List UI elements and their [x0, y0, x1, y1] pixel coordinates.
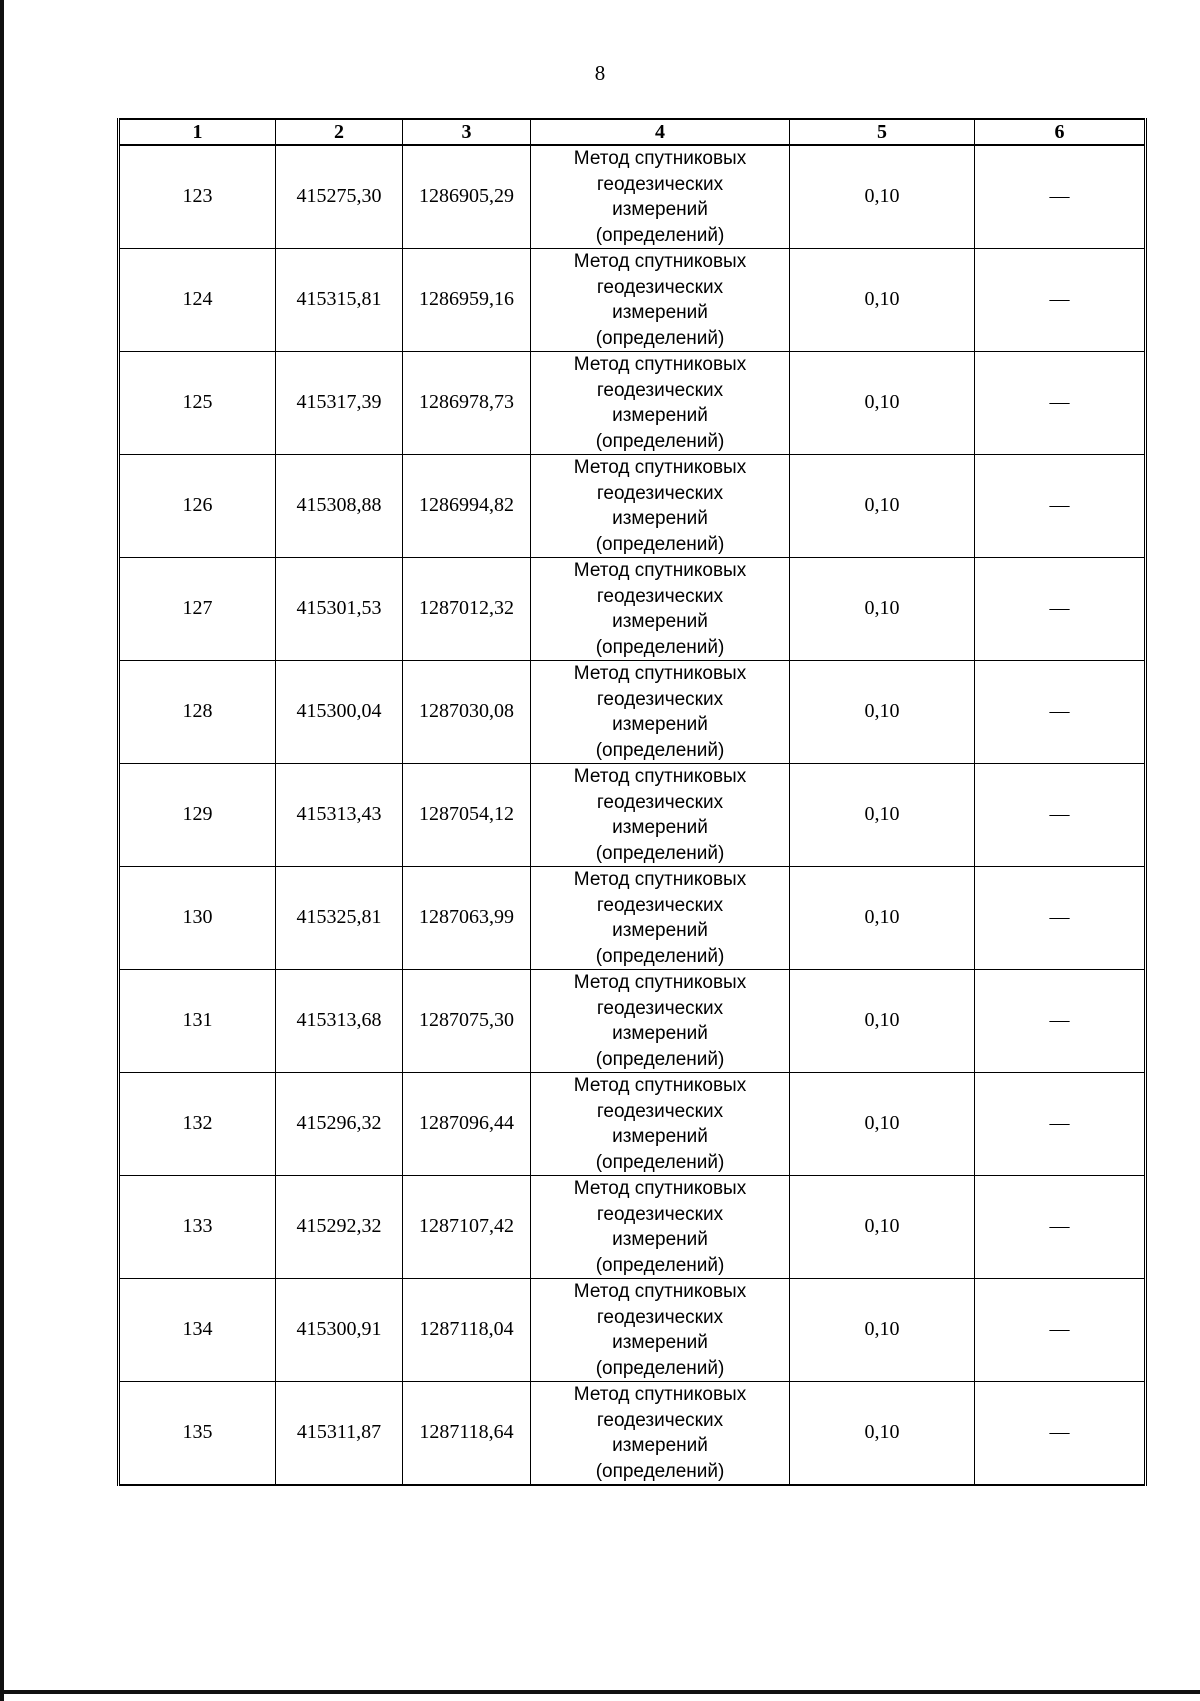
- method-line: (определений): [595, 1460, 725, 1482]
- header-col-6: 6: [975, 119, 1146, 145]
- method-line: измерений: [612, 1126, 708, 1147]
- y-coordinate-cell: 1286994,82: [403, 455, 531, 558]
- point-number-cell: 127: [119, 558, 276, 661]
- dash-mark: —: [1049, 185, 1070, 208]
- method-line: геодезических: [596, 894, 724, 916]
- method-line: измерений: [612, 920, 708, 941]
- method-line: (определений): [595, 1048, 725, 1070]
- table-row: [119, 1073, 1146, 1176]
- x-coordinate-cell: 415317,39: [276, 352, 403, 455]
- x-coordinate-cell: 415315,81: [276, 249, 403, 352]
- method-line: геодезических: [596, 276, 724, 298]
- method-cell: [531, 145, 790, 249]
- method-line: Метод спутниковых: [573, 354, 747, 375]
- accuracy-cell: 0,10: [790, 249, 975, 352]
- note-cell: [975, 145, 1146, 249]
- method-line: Метод спутниковых: [573, 148, 747, 169]
- method-line: геодезических: [596, 482, 724, 504]
- point-number-cell: 132: [119, 1073, 276, 1176]
- method-cell: [531, 1382, 790, 1486]
- accuracy-cell: 0,10: [790, 352, 975, 455]
- dash-mark: —: [1049, 803, 1070, 826]
- y-coordinate-cell: 1287118,64: [403, 1382, 531, 1486]
- method-line: Метод спутниковых: [573, 1075, 747, 1096]
- point-number-cell: 123: [119, 145, 276, 249]
- x-coordinate-cell: 415292,32: [276, 1176, 403, 1279]
- method-cell: [531, 1176, 790, 1279]
- method-line: измерений: [612, 1435, 708, 1456]
- method-line: геодезических: [596, 791, 724, 813]
- method-line: Метод спутниковых: [573, 457, 747, 478]
- x-coordinate-cell: 415313,68: [276, 970, 403, 1073]
- x-coordinate-cell: 415308,88: [276, 455, 403, 558]
- point-number-cell: 126: [119, 455, 276, 558]
- method-line: измерений: [612, 1023, 708, 1044]
- note-cell: [975, 455, 1146, 558]
- x-coordinate-cell: 415300,04: [276, 661, 403, 764]
- header-col-1: 1: [119, 119, 276, 145]
- header-col-2: 2: [276, 119, 403, 145]
- x-coordinate-cell: 415275,30: [276, 145, 403, 249]
- accuracy-cell: 0,10: [790, 661, 975, 764]
- method-line: Метод спутниковых: [573, 1281, 747, 1302]
- table-row: [119, 1279, 1146, 1382]
- x-coordinate-cell: 415325,81: [276, 867, 403, 970]
- dash-mark: —: [1049, 597, 1070, 620]
- table-row: [119, 764, 1146, 867]
- y-coordinate-cell: 1287118,04: [403, 1279, 531, 1382]
- y-coordinate-cell: 1287063,99: [403, 867, 531, 970]
- y-coordinate-cell: 1287107,42: [403, 1176, 531, 1279]
- dash-mark: —: [1049, 906, 1070, 929]
- header-col-5: 5: [790, 119, 975, 145]
- method-line: геодезических: [596, 997, 724, 1019]
- method-line: (определений): [595, 430, 725, 452]
- dash-mark: —: [1049, 700, 1070, 723]
- method-cell: [531, 455, 790, 558]
- y-coordinate-cell: 1286959,16: [403, 249, 531, 352]
- method-cell: [531, 1073, 790, 1176]
- method-cell: [531, 661, 790, 764]
- point-number-cell: 128: [119, 661, 276, 764]
- page-number: 8: [594, 61, 606, 85]
- point-number-cell: 133: [119, 1176, 276, 1279]
- method-cell: [531, 249, 790, 352]
- coordinates-table: [117, 118, 1147, 1486]
- table-row: [119, 145, 1146, 249]
- table-row: [119, 455, 1146, 558]
- method-line: (определений): [595, 327, 725, 349]
- method-cell: [531, 352, 790, 455]
- dash-mark: —: [1049, 391, 1070, 414]
- method-line: измерений: [612, 611, 708, 632]
- method-line: (определений): [595, 1254, 725, 1276]
- method-line: Метод спутниковых: [573, 869, 747, 890]
- y-coordinate-cell: 1287054,12: [403, 764, 531, 867]
- method-line: геодезических: [596, 688, 724, 710]
- x-coordinate-cell: 415313,43: [276, 764, 403, 867]
- method-cell: [531, 558, 790, 661]
- dash-mark: —: [1049, 288, 1070, 311]
- table-header: [119, 119, 1146, 145]
- x-coordinate-cell: 415311,87: [276, 1382, 403, 1486]
- point-number-cell: 129: [119, 764, 276, 867]
- method-line: измерений: [612, 302, 708, 323]
- point-number-cell: 130: [119, 867, 276, 970]
- method-line: Метод спутниковых: [573, 766, 747, 787]
- method-line: (определений): [595, 945, 725, 967]
- table-row: [119, 867, 1146, 970]
- method-line: геодезических: [596, 173, 724, 195]
- accuracy-cell: 0,10: [790, 970, 975, 1073]
- point-number-cell: 125: [119, 352, 276, 455]
- method-cell: [531, 970, 790, 1073]
- note-cell: [975, 1176, 1146, 1279]
- dash-mark: —: [1049, 1112, 1070, 1135]
- point-number-cell: 124: [119, 249, 276, 352]
- dash-mark: —: [1049, 494, 1070, 517]
- y-coordinate-cell: 1287096,44: [403, 1073, 531, 1176]
- note-cell: [975, 970, 1146, 1073]
- accuracy-cell: 0,10: [790, 558, 975, 661]
- point-number-cell: 134: [119, 1279, 276, 1382]
- table-row: [119, 558, 1146, 661]
- table-row: [119, 352, 1146, 455]
- y-coordinate-cell: 1287075,30: [403, 970, 531, 1073]
- scan-left-edge: [0, 0, 4, 1701]
- accuracy-cell: 0,10: [790, 867, 975, 970]
- dash-mark: —: [1049, 1318, 1070, 1341]
- table-row: [119, 661, 1146, 764]
- method-line: измерений: [612, 199, 708, 220]
- accuracy-cell: 0,10: [790, 764, 975, 867]
- method-line: геодезических: [596, 1409, 724, 1431]
- method-line: Метод спутниковых: [573, 972, 747, 993]
- note-cell: [975, 352, 1146, 455]
- accuracy-cell: 0,10: [790, 1176, 975, 1279]
- y-coordinate-cell: 1287030,08: [403, 661, 531, 764]
- note-cell: [975, 764, 1146, 867]
- accuracy-cell: 0,10: [790, 1279, 975, 1382]
- point-number-cell: 135: [119, 1382, 276, 1486]
- method-line: (определений): [595, 224, 725, 246]
- method-line: измерений: [612, 405, 708, 426]
- method-line: Метод спутниковых: [573, 663, 747, 684]
- y-coordinate-cell: 1287012,32: [403, 558, 531, 661]
- accuracy-cell: 0,10: [790, 1382, 975, 1486]
- method-line: Метод спутниковых: [573, 560, 747, 581]
- note-cell: [975, 661, 1146, 764]
- note-cell: [975, 1382, 1146, 1486]
- header-col-3: 3: [403, 119, 531, 145]
- method-line: геодезических: [596, 585, 724, 607]
- dash-mark: —: [1049, 1421, 1070, 1444]
- method-line: геодезических: [596, 1306, 724, 1328]
- method-line: (определений): [595, 842, 725, 864]
- note-cell: [975, 1279, 1146, 1382]
- x-coordinate-cell: 415300,91: [276, 1279, 403, 1382]
- method-line: Метод спутниковых: [573, 1178, 747, 1199]
- table-row: [119, 970, 1146, 1073]
- scan-bottom-edge: [0, 1690, 1200, 1694]
- accuracy-cell: 0,10: [790, 145, 975, 249]
- y-coordinate-cell: 1286905,29: [403, 145, 531, 249]
- note-cell: [975, 249, 1146, 352]
- method-cell: [531, 1279, 790, 1382]
- method-line: (определений): [595, 1151, 725, 1173]
- note-cell: [975, 1073, 1146, 1176]
- note-cell: [975, 867, 1146, 970]
- table-row: [119, 1176, 1146, 1279]
- header-col-4: 4: [531, 119, 790, 145]
- method-line: измерений: [612, 714, 708, 735]
- y-coordinate-cell: 1286978,73: [403, 352, 531, 455]
- x-coordinate-cell: 415296,32: [276, 1073, 403, 1176]
- table-body: [119, 145, 1146, 1485]
- header-row: [119, 119, 1146, 145]
- method-line: Метод спутниковых: [573, 1384, 747, 1405]
- accuracy-cell: 0,10: [790, 1073, 975, 1176]
- x-coordinate-cell: 415301,53: [276, 558, 403, 661]
- method-line: (определений): [595, 1357, 725, 1379]
- method-line: геодезических: [596, 379, 724, 401]
- method-line: геодезических: [596, 1203, 724, 1225]
- method-line: (определений): [595, 636, 725, 658]
- method-cell: [531, 867, 790, 970]
- point-number-cell: 131: [119, 970, 276, 1073]
- method-line: геодезических: [596, 1100, 724, 1122]
- note-cell: [975, 558, 1146, 661]
- dash-mark: —: [1049, 1215, 1070, 1238]
- accuracy-cell: 0,10: [790, 455, 975, 558]
- table-row: [119, 249, 1146, 352]
- method-line: измерений: [612, 508, 708, 529]
- method-line: измерений: [612, 1332, 708, 1353]
- method-line: (определений): [595, 533, 725, 555]
- method-line: измерений: [612, 817, 708, 838]
- method-cell: [531, 764, 790, 867]
- method-line: Метод спутниковых: [573, 251, 747, 272]
- method-line: (определений): [595, 739, 725, 761]
- method-line: измерений: [612, 1229, 708, 1250]
- table-row: [119, 1382, 1146, 1486]
- dash-mark: —: [1049, 1009, 1070, 1032]
